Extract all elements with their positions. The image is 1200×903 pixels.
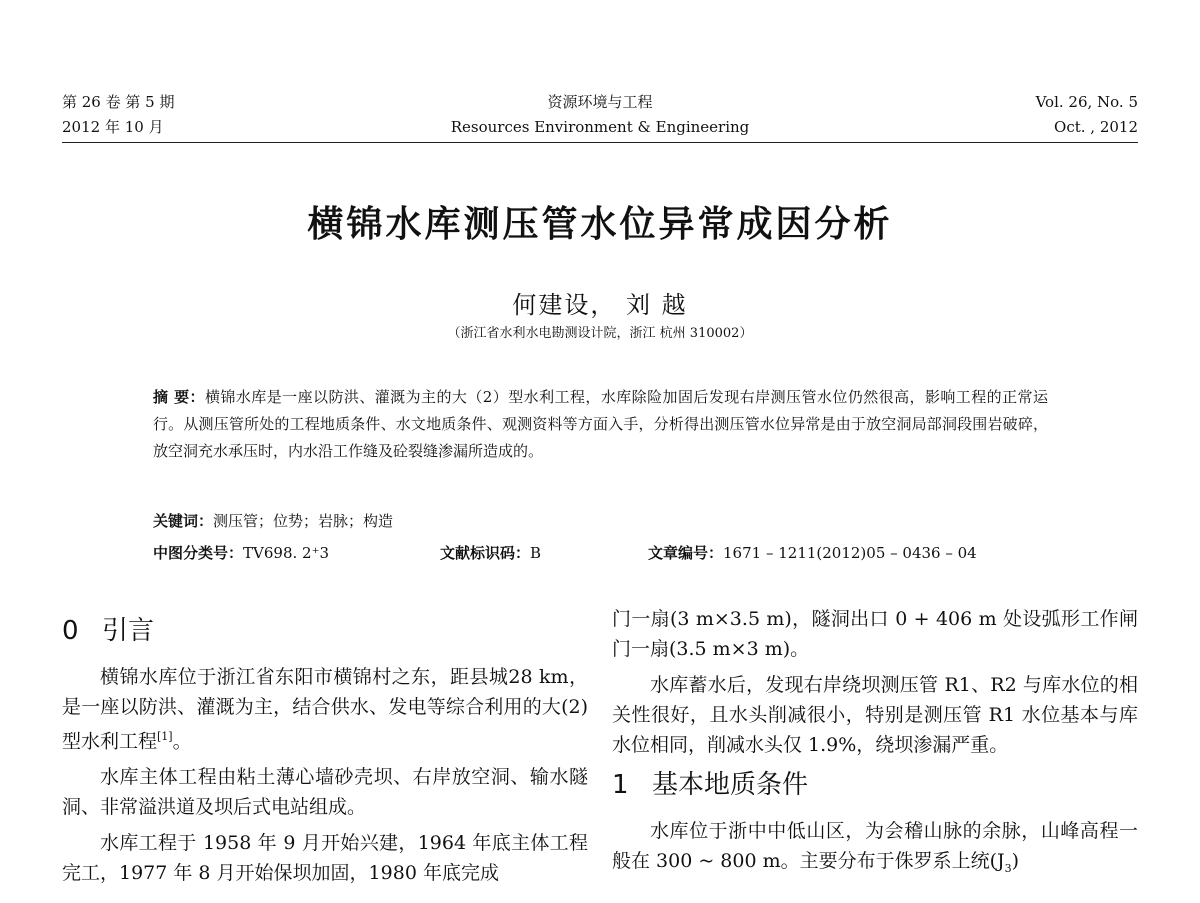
keywords-text: 测压管；位势；岩脉；构造 xyxy=(213,512,394,530)
clc-value: TV698. 2⁺3 xyxy=(243,544,330,562)
paragraph-intro-location xyxy=(62,662,588,756)
journal-date-en: Oct. , 2012 xyxy=(1054,118,1138,136)
paragraph-intro-location-text: 横锦水库位于浙江省东阳市横锦村之东，距县城28 km，是一座以防洪、灌溉为主，结合供水、发电等综合利用的大(2)型水利工程 xyxy=(62,666,588,753)
abstract-text: 横锦水库是一座以防洪、灌溉为主的大（2）型水利工程，水库除险加固后发现右岸测压管水位仍然很高，影响工程的正常运行。从测压管所处的工程地质条件、水文地质条件、观测资料等方面入手，分析得出测压管水位异常是由于放空洞局部洞段围岩破碎，放空洞充水承压时，内水沿工作缝及砼裂缝渗漏所造成的。 xyxy=(153,388,1048,460)
paragraph-intro-history: 水库工程于 1958 年 9 月开始兴建，1964 年底主体工程完工，1977 年 8 月开始保坝加固，1980 年底完成 xyxy=(62,832,588,885)
paragraph-gates: 门一扇(3 m×3.5 m)，隧洞出口 0 + 406 m 处设弧形工作闸门一扇(3.5 m×3 m)。 xyxy=(612,608,1138,660)
section-0-heading xyxy=(62,614,588,648)
author-affiliation: （浙江省水利水电勘测设计院，浙江 杭州 310002） xyxy=(447,326,753,341)
clc-label: 中图分类号： xyxy=(153,544,244,562)
paper-title: 横锦水库测压管水位异常成因分析 xyxy=(307,204,893,245)
paper-authors: 何建设， 刘 越 xyxy=(512,291,688,319)
journal-volume-issue: 第 26 卷 第 5 期 xyxy=(62,93,175,111)
document-code-label: 文献标识码： xyxy=(440,544,531,562)
paragraph-geology xyxy=(612,816,1138,884)
clc-number xyxy=(153,542,329,563)
citation-ref-1: [1] xyxy=(157,730,173,743)
journal-name-en: Resources Environment & Engineering xyxy=(450,118,750,136)
abstract xyxy=(153,384,1048,465)
document-code-value: B xyxy=(530,544,542,562)
journal-date: 2012 年 10 月 xyxy=(62,118,164,136)
section-1-heading xyxy=(612,768,1138,802)
article-number-value: 1671 – 1211(2012)05 – 0436 – 04 xyxy=(723,544,977,562)
paragraph-intro-structures: 水库主体工程由粘土薄心墙砂壳坝、右岸放空洞、输水隧洞、非常溢洪道及坝后式电站组成。 xyxy=(62,766,588,819)
jurassic-subscript: 3 xyxy=(1004,861,1012,875)
paragraph-intro-location-end: 。 xyxy=(172,730,192,753)
header-divider xyxy=(62,142,1138,143)
document-code xyxy=(440,542,541,563)
paragraph-geology-text: 水库位于浙中中低山区，为会稽山脉的余脉，山峰高程一般在 300 ~ 800 m。主要分布于侏罗系上统(J xyxy=(612,820,1138,872)
body-right-column xyxy=(612,604,1138,890)
section-0-title: 引言 xyxy=(102,616,155,646)
body-left-column xyxy=(62,606,588,894)
keywords-label: 关键词： xyxy=(153,512,214,530)
keywords xyxy=(153,510,393,531)
journal-volume-en: Vol. 26, No. 5 xyxy=(1035,93,1138,111)
article-number xyxy=(648,542,977,563)
abstract-label: 摘 要： xyxy=(153,388,205,406)
journal-name-cn: 资源环境与工程 xyxy=(547,93,653,111)
paragraph-geology-end: ) xyxy=(1011,850,1020,872)
paragraph-piezometer: 水库蓄水后，发现右岸绕坝测压管 R1、R2 与库水位的相关性很好，且水头削减很小，特别是测压管 R1 水位基本与库水位相同，削减水头仅 1.9%，绕坝渗漏严重。 xyxy=(612,674,1138,756)
section-0-number: 0 xyxy=(62,616,79,646)
article-number-label: 文章编号： xyxy=(648,544,724,562)
section-1-number: 1 xyxy=(612,770,629,800)
section-1-title: 基本地质条件 xyxy=(652,770,809,800)
